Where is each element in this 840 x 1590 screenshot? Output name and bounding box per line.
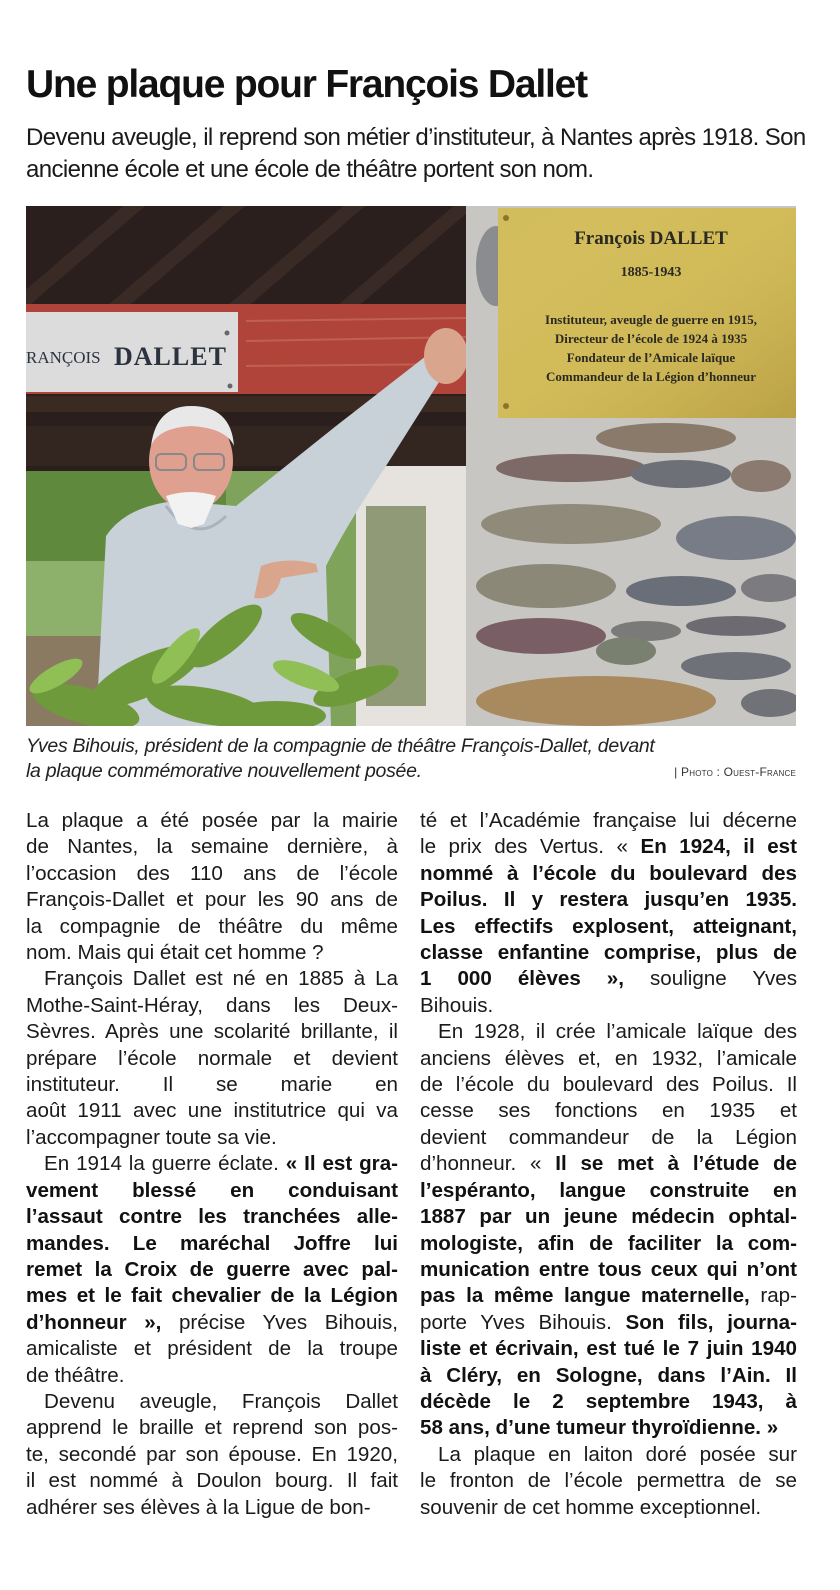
svg-text:DALLET: DALLET <box>114 342 227 371</box>
body-line: amicaliste et président de la troupe <box>26 1337 398 1361</box>
body-line: mandes. Le maréchal Joffre lui <box>26 1231 398 1255</box>
body-line: souvenir de cet homme exceptionnel. <box>420 1495 762 1519</box>
body-line: décède le 2 septembre 1943, à <box>420 1389 797 1413</box>
caption-line-1: Yves Bihouis, président de la compagnie de théâtre François-Dallet, devant <box>26 735 655 757</box>
caption-line-2: la plaque commémorative nouvellement posée. <box>26 760 422 782</box>
body-line: l’espéranto, langue construite en <box>420 1178 797 1202</box>
body-line: le prix des Vertus. « En 1924, il est <box>420 835 797 859</box>
body-line: de l’école du boulevard des Poilus. Il <box>420 1073 797 1097</box>
body-line: l’assaut contre les tranchées alle- <box>26 1205 398 1229</box>
body-line: vement blessé en conduisant <box>26 1178 398 1202</box>
body-line: 58 ans, d’une tumeur thyroïdienne. » <box>420 1416 779 1440</box>
body-line: mologiste, afin de faciliter la com- <box>420 1231 797 1255</box>
body-line: de Nantes, la semaine dernière, à <box>26 835 398 859</box>
body-line: liste et écrivain, est tué le 7 juin 1940 <box>420 1337 797 1361</box>
plaque-name: François DALLET <box>574 228 728 249</box>
body-line: munication entre tous ceux qui n’ont <box>420 1257 797 1281</box>
body-line: te, secondé par son épouse. En 1920, <box>26 1442 398 1466</box>
svg-text:Fondateur de l’Amicale laïque: Fondateur de l’Amicale laïque <box>566 350 736 365</box>
body-line: le fronton de l’école permettra de se <box>420 1469 797 1493</box>
standfirst: Devenu aveugle, il reprend son métier d’instituteur, à Nantes après 1918. Son ancienne école et une école de théâtre portent son nom. <box>26 124 806 183</box>
body-line: l’accompagner toute sa vie. <box>26 1125 277 1149</box>
body-line: Les effectifs explosent, atteignant, <box>420 914 797 938</box>
article-photo <box>26 206 796 726</box>
photo-illustration <box>26 206 796 726</box>
body-line: mes et le fait chevalier de la Légion <box>26 1284 398 1308</box>
body-line: En 1914 la guerre éclate. « Il est gra- <box>44 1152 399 1176</box>
body-line: porte Yves Bihouis. Son fils, journa- <box>420 1310 797 1334</box>
body-line: août 1911 avec une institutrice qui va <box>26 1099 398 1123</box>
body-line: instituteur. Il se marie en <box>26 1073 398 1097</box>
body-line: François Dallet est né en 1885 à La <box>44 967 398 991</box>
body-line: prépare l’école normale et devient <box>26 1046 398 1070</box>
body-column-left <box>26 808 398 1521</box>
body-line: nom. Mais qui était cet homme ? <box>26 941 324 965</box>
body-line: il est nommé à Doulon bourg. Il fait <box>26 1469 398 1493</box>
body-line: la compagnie de théâtre du même <box>26 914 398 938</box>
body-line: Sèvres. Après une scolarité brillante, il <box>26 1020 398 1044</box>
body-line: 1 000 élèves », souligne Yves <box>420 967 797 991</box>
body-line: apprend le braille et reprend son pos- <box>26 1416 398 1440</box>
body-line: adhérer ses élèves à la Ligue de bon- <box>26 1495 371 1519</box>
body-line: té et l’Académie française lui décerne <box>420 809 797 832</box>
street-sign-text: RANÇOIS <box>26 348 101 367</box>
body-line: Mothe-Saint-Héray, dans les Deux- <box>26 993 398 1017</box>
body-line: 1887 par un jeune médecin ophtal- <box>420 1205 797 1229</box>
body-line: La plaque a été posée par la mairie <box>26 809 398 832</box>
body-line: Devenu aveugle, François Dallet <box>44 1389 398 1413</box>
body-line: à Cléry, en Sologne, dans l’Ain. Il <box>420 1363 797 1387</box>
body-line: Poilus. Il y restera jusqu’en 1935. <box>420 888 797 912</box>
body-line: l’occasion des 110 ans de l’école <box>26 861 398 885</box>
body-line: anciens élèves et, en 1932, l’amicale <box>420 1046 797 1070</box>
plaque-years: 1885-1943 <box>620 265 682 280</box>
body-line: d’honneur », précise Yves Bihouis, <box>26 1310 399 1334</box>
photo-credit: | Photo : Ouest-France <box>674 765 796 779</box>
body-line: classe enfantine comprise, plus de <box>420 941 797 965</box>
body-column-right <box>420 808 797 1521</box>
svg-text:Commandeur de la Légion d’honn: Commandeur de la Légion d’honneur <box>546 369 756 384</box>
body-line: La plaque en laiton doré posée sur <box>438 1442 797 1466</box>
body-line: Bihouis. <box>420 993 494 1017</box>
body-line: En 1928, il crée l’amicale laïque des <box>438 1020 797 1044</box>
body-line: pas la même langue maternelle, rap- <box>420 1284 797 1308</box>
body-line: remet la Croix de guerre avec pal- <box>26 1257 398 1281</box>
body-line: François-Dallet et pour les 90 ans de <box>26 888 398 912</box>
body-line: cesse ses fonctions en 1935 et <box>420 1099 797 1123</box>
svg-text:Instituteur, aveugle de guerre: Instituteur, aveugle de guerre en 1915, <box>545 312 757 327</box>
body-line: d’honneur. « Il se met à l’étude de <box>420 1152 798 1176</box>
body-line: devient commandeur de la Légion <box>420 1125 797 1149</box>
body-line: de théâtre. <box>26 1363 125 1387</box>
svg-text:Directeur de l’école de 1924 à: Directeur de l’école de 1924 à 1935 <box>554 331 748 346</box>
body-line: nommé à l’école du boulevard des <box>420 861 797 885</box>
headline: Une plaque pour François Dallet <box>26 63 587 106</box>
